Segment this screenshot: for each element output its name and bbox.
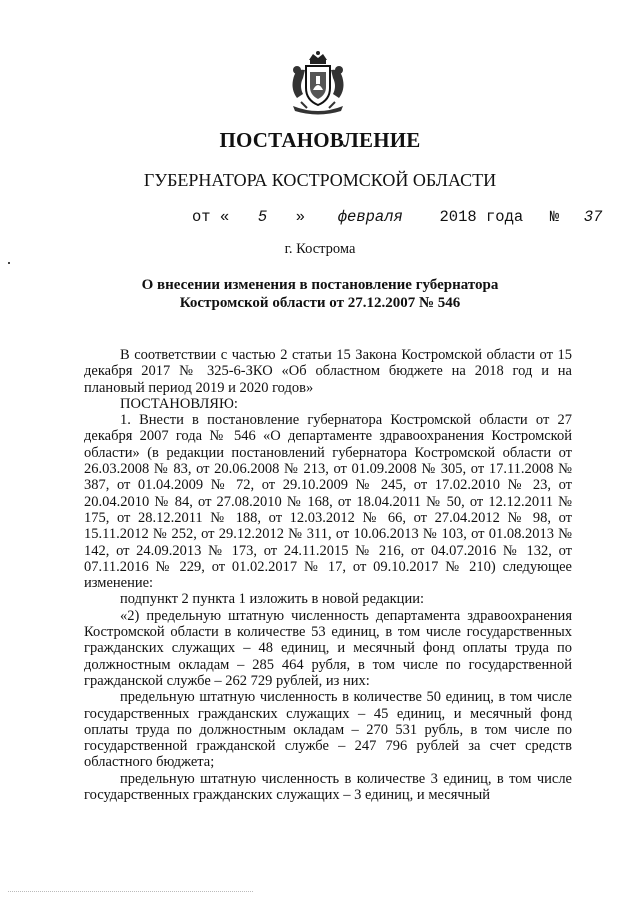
document-body	[84, 347, 572, 803]
paragraph-subitem: подпункт 2 пункта 1 изложить в новой редакции:	[120, 591, 424, 608]
date-close: »	[295, 208, 306, 226]
subject-heading	[120, 276, 520, 312]
paragraph-preamble: В соответствии с частью 2 статьи 15 Закона Костромской области от 15 декабря 2017 № 325-6-ЗКО «Об областном бюджете на 2018 год и на плановый период 2019 и 2020 годов»	[84, 347, 572, 396]
scan-speck	[8, 262, 10, 264]
issuing-authority: ГУБЕРНАТОРА КОСТРОМСКОЙ ОБЛАСТИ	[143, 170, 497, 190]
city: г. Кострома	[284, 241, 356, 257]
date-prefix: от «	[192, 208, 230, 226]
coat-of-arms-icon	[287, 50, 349, 116]
date-day: 5	[257, 208, 268, 226]
subject-line-1: О внесении изменения в постановление губернатора	[141, 277, 499, 293]
paragraph-quote: «2) предельную штатную численность департамента здравоохранения Костромской области в количестве 53 единиц, в том числе государственных гражданских служащих – 48 единиц, и месячный фонд оплаты труда по должностным окладам – 285 464 рубля, в том числе по государственной гражданской службе – 262 729 рублей, из них:	[84, 607, 572, 689]
document-title: ПОСТАНОВЛЕНИЕ	[219, 128, 421, 152]
paragraph-federal-part: предельную штатную численность в количестве 3 единиц, в том числе государственных гражданских служащих – 3 единиц, и месячный	[84, 770, 572, 804]
scan-artifact-line	[8, 891, 253, 893]
paragraph-regional-budget: предельную штатную численность в количестве 50 единиц, в том числе государственных гражданских служащих – 45 единиц, и месячный фонд оплаты труда по должностным окладам – 270 531 рубль, в том числе по государственной гражданской службе – 247 796 рублей за счет средств областного бюджета;	[84, 689, 572, 771]
date-line	[192, 208, 602, 226]
date-month: февраля	[337, 208, 403, 226]
paragraph-item-1: 1. Внести в постановление губернатора Костромской области от 27 декабря 2007 года № 546 «О департаменте здравоохранения Костромской области» (в редакции постановлений губернатора Костромской области от 26.03.2008 № 83, от 20.06.2008 № 213, от 01.09.2008 № 305, от 17.11.2008 № 387, от 01.04.2009 № 72, от 29.10.2009 № 245, от 17.02.2010 № 23, от 20.04.2010 № 84, от 27.08.2010 № 168, от 18.04.2011 № 50, от 12.12.2011 № 175, от 28.12.2011 № 188, от 12.03.2012 № 66, от 27.04.2012 № 98, от 15.11.2012 № 252, от 29.12.2012 № 311, от 10.06.2013 № 103, от 01.08.2013 № 142, от 24.09.2013 № 173, от 24.11.2015 № 216, от 04.07.2016 № 132, от 07.11.2016 № 229, от 01.02.2017 № 17, от 09.10.2017 № 210) следующее изменение:	[84, 412, 572, 592]
subject-line-2: Костромской области от 27.12.2007 № 546	[179, 295, 461, 311]
date-year: 2018 года	[439, 208, 524, 226]
number-sign: №	[549, 208, 560, 226]
paragraph-resolve: ПОСТАНОВЛЯЮ:	[120, 395, 238, 412]
document-number: 37	[583, 208, 603, 226]
